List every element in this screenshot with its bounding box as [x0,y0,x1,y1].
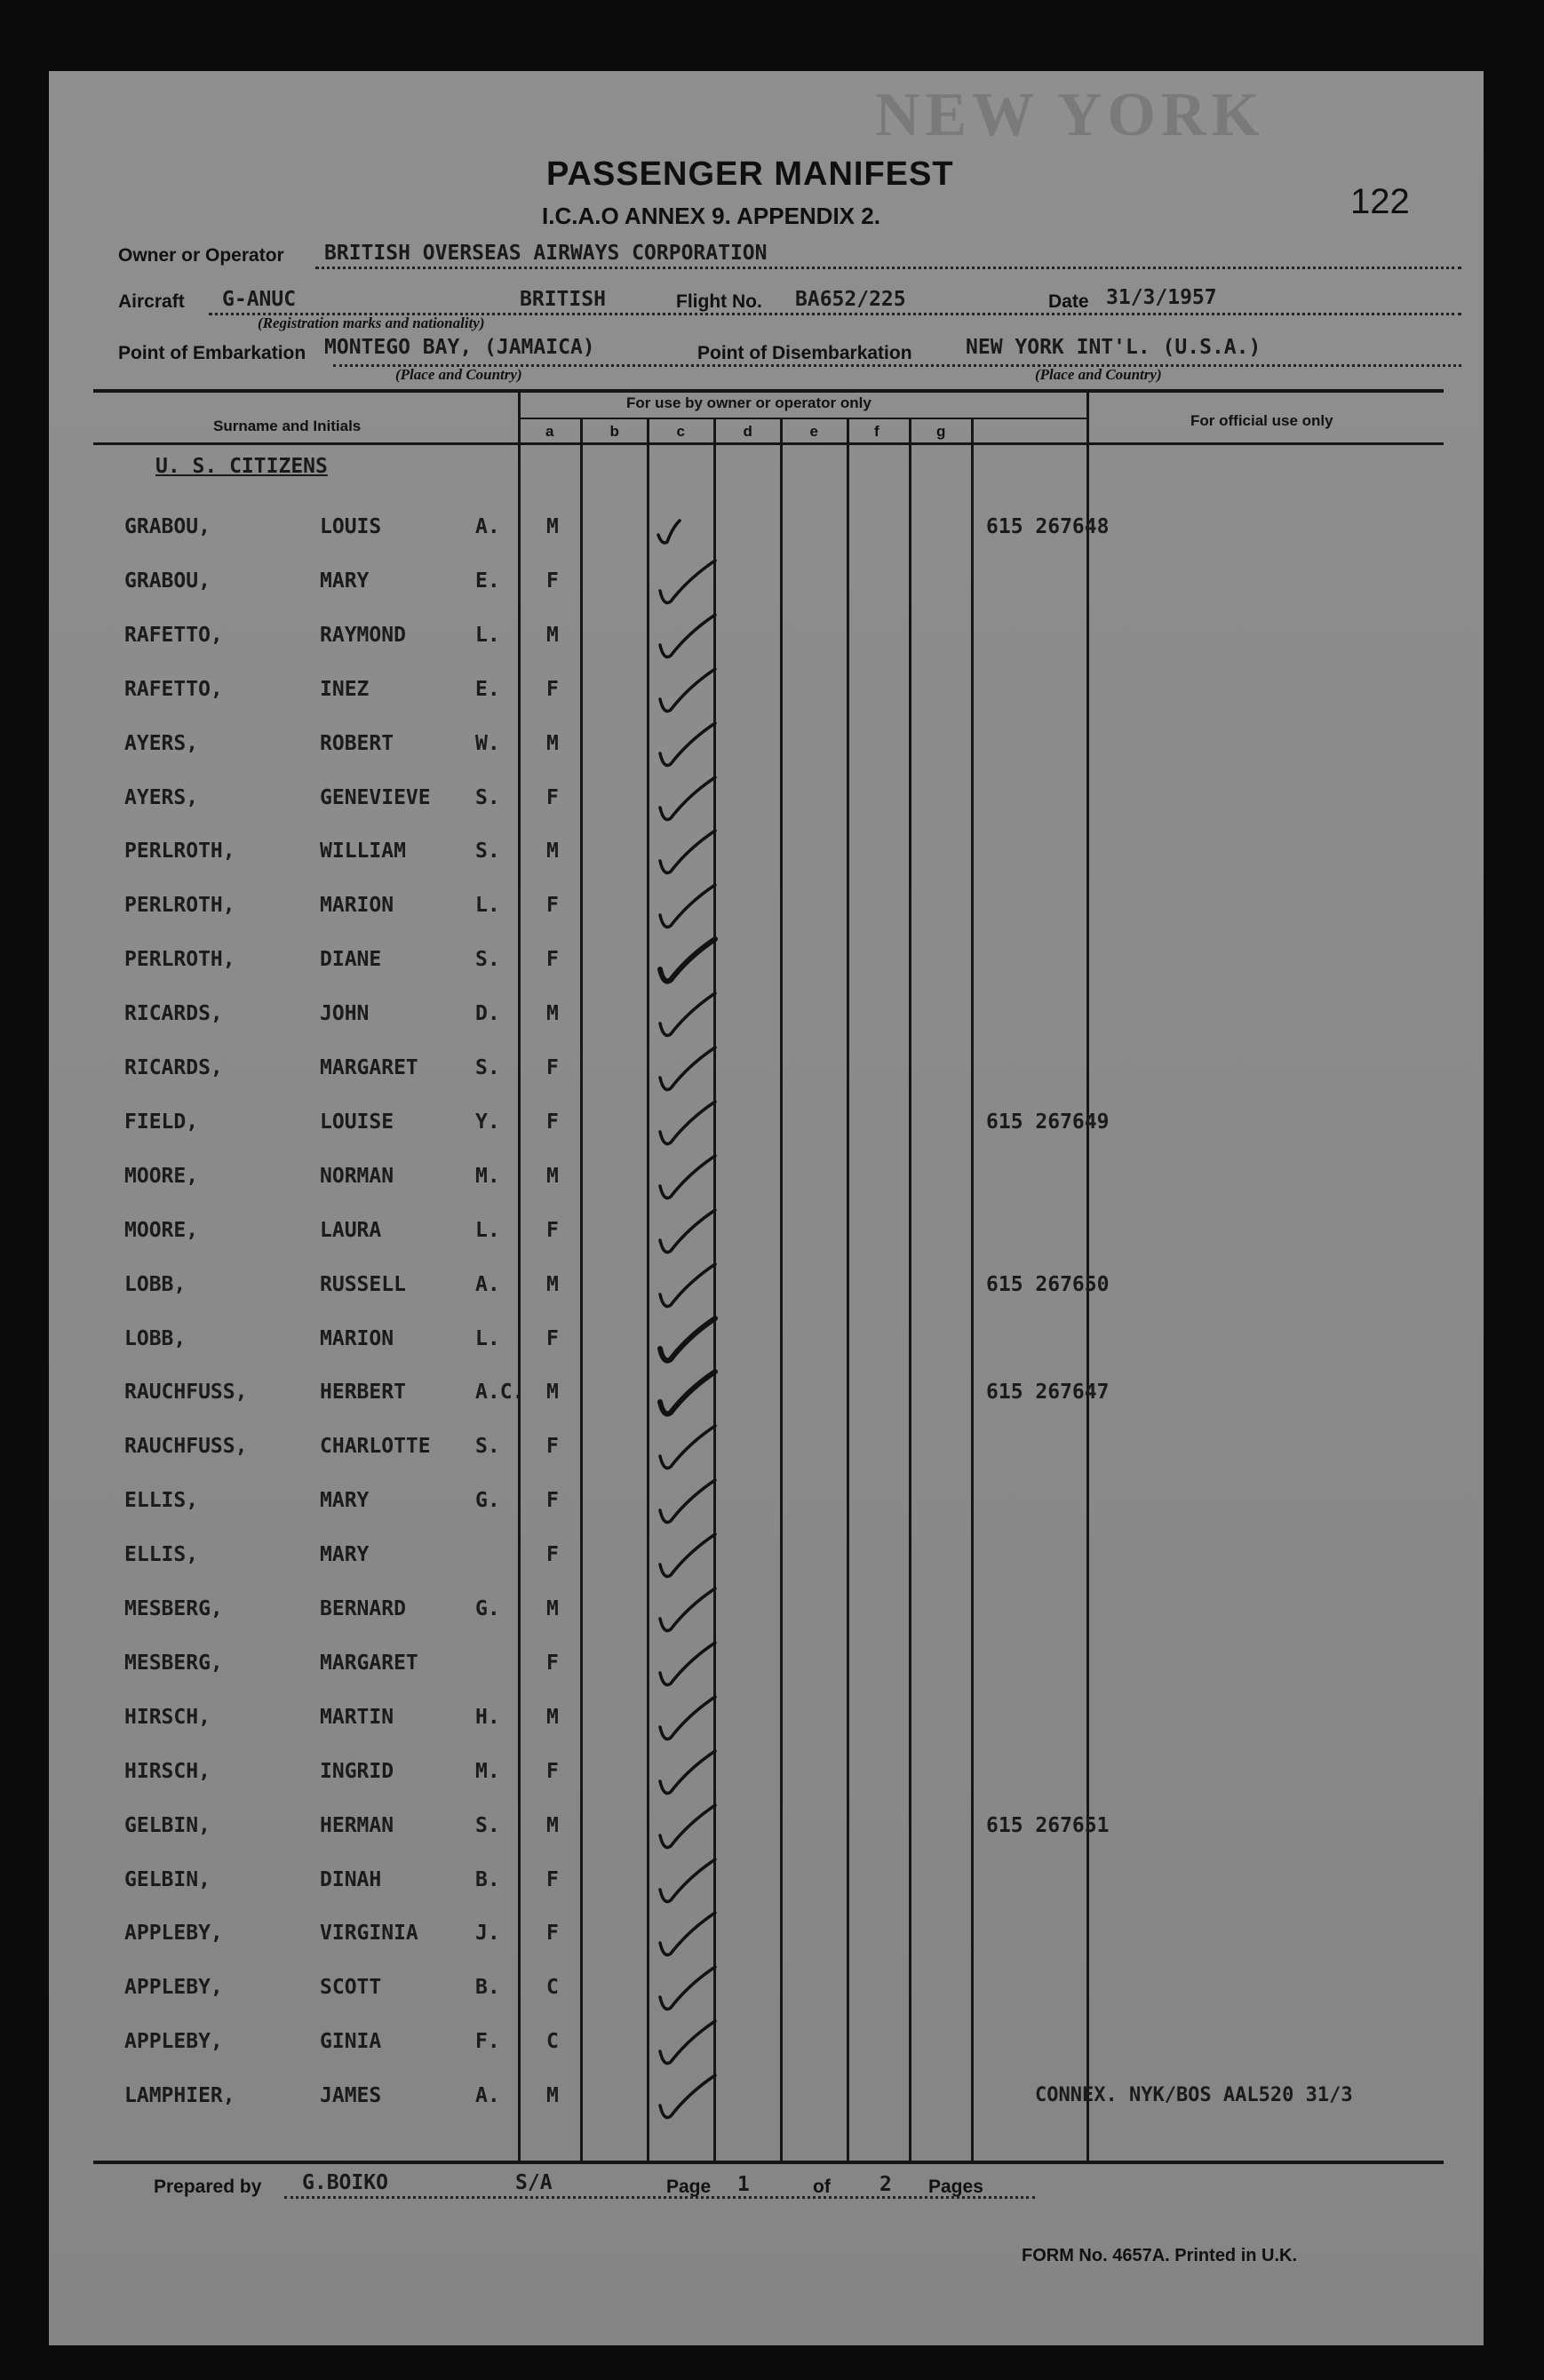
faded-stamp: NEW YORK [875,81,1265,149]
passenger-initial: E. [475,569,500,593]
page-label: Page [666,2177,712,2197]
check-mark-icon [653,555,724,617]
check-mark-icon [653,2070,724,2132]
passenger-sex: F [546,1326,559,1350]
passenger-initial: Y. [475,1110,500,1134]
passenger-initial: A. [475,515,500,538]
passenger-sex: M [546,731,559,755]
passenger-initial: E. [475,677,500,701]
check-mark-icon [653,934,724,996]
passenger-initial: M. [475,1759,500,1783]
passenger-first-name: MARION [320,1326,394,1350]
of-label: of [813,2177,831,2197]
disembarkation-value: NEW YORK INT'L. (U.S.A.) [966,336,1261,359]
aircraft-nationality: BRITISH [520,288,606,311]
page-value: 1 [737,2173,750,2196]
passenger-first-name: VIRGINIA [320,1922,418,1946]
official-note: 615 267647 [986,1381,1110,1405]
passenger-first-name: JOHN [320,1002,370,1026]
embarkation-value: MONTEGO BAY, (JAMAICA) [324,336,595,359]
owner-label: Owner or Operator [118,245,284,266]
passenger-initial: S. [475,1435,500,1459]
passenger-surname: LAMPHIER, [124,2084,235,2108]
passenger-sex: F [546,677,559,701]
check-mark-icon [653,1800,724,1862]
passenger-row [49,624,1484,677]
subcolumn-label: a [545,423,554,440]
passenger-sex: M [546,1002,559,1026]
passenger-sex: M [546,1597,559,1620]
official-note: 615 267649 [986,1110,1110,1134]
passenger-surname: AYERS, [124,785,199,809]
passenger-row [49,1489,1484,1542]
embarkation-caption: (Place and Country) [395,366,522,383]
passenger-first-name: DINAH [320,1867,382,1891]
passenger-row [49,786,1484,840]
passenger-surname: MESBERG, [124,1651,223,1675]
passenger-row [49,1056,1484,1110]
passenger-surname: ELLIS, [124,1543,199,1567]
passenger-first-name: NORMAN [320,1164,394,1188]
passenger-first-name: MARY [320,1543,370,1567]
passenger-first-name: MARGARET [320,1056,418,1079]
passenger-sex: F [546,948,559,972]
passenger-initial: A. [475,1272,500,1296]
check-mark-icon [653,2016,724,2078]
check-mark-icon [653,1150,724,1213]
passenger-surname: RICARDS, [124,1056,223,1079]
passenger-surname: HIRSCH, [124,1759,211,1783]
document-title: PASSENGER MANIFEST [546,155,954,193]
subcolumn-label: c [676,423,685,440]
document-subtitle: I.C.A.O ANNEX 9. APPENDIX 2. [542,203,880,229]
manifest-page [49,71,1484,2345]
passenger-surname: PERLROTH, [124,948,235,972]
passenger-row [49,1868,1484,1922]
prepared-by-value: G.BOIKO [302,2171,388,2194]
passenger-surname: RAFETTO, [124,623,223,647]
passenger-sex: M [546,1813,559,1837]
passenger-row [49,1922,1484,1975]
passenger-sex: F [546,1056,559,1079]
subcolumn-label: b [609,423,619,440]
passenger-surname: LOBB, [124,1326,187,1350]
passenger-initial: L. [475,623,500,647]
passenger-sex: F [546,1489,559,1513]
official-note: 615 267651 [986,1813,1110,1837]
passenger-row [49,569,1484,623]
passenger-sex: F [546,1651,559,1675]
check-mark-icon [653,988,724,1050]
passenger-sex: M [546,2084,559,2108]
passenger-sex: F [546,894,559,918]
passenger-surname: GRABOU, [124,569,211,593]
passenger-sex: F [546,785,559,809]
passenger-row [49,2084,1484,2137]
passenger-initial: G. [475,1489,500,1513]
prepared-by-label: Prepared by [154,2177,262,2197]
passenger-row [49,1976,1484,2029]
subcolumn-label: d [743,423,752,440]
passenger-sex: C [546,2030,559,2054]
check-mark-icon [653,1854,724,1916]
check-mark-icon [653,664,724,726]
prepared-by-suffix: S/A [515,2171,553,2194]
passenger-row [49,1435,1484,1488]
passenger-surname: PERLROTH, [124,894,235,918]
subcolumn-label: f [874,423,879,440]
passenger-surname: FIELD, [124,1110,199,1134]
check-mark-icon [653,1962,724,2024]
passenger-first-name: ROBERT [320,731,394,755]
passenger-surname: AYERS, [124,731,199,755]
passenger-first-name: LOUIS [320,515,382,538]
passenger-row [49,1002,1484,1055]
passenger-row [49,2030,1484,2083]
passenger-initial: G. [475,1597,500,1620]
passenger-initial: D. [475,1002,500,1026]
passenger-row [49,840,1484,893]
passenger-first-name: BERNARD [320,1597,406,1620]
passenger-sex: M [546,1272,559,1296]
passenger-row [49,1706,1484,1759]
passenger-surname: GELBIN, [124,1813,211,1837]
check-mark-icon [653,1637,724,1699]
passenger-surname: RICARDS, [124,1002,223,1026]
passenger-first-name: INEZ [320,677,370,701]
passenger-initial: S. [475,840,500,864]
check-mark-icon [653,1691,724,1754]
passenger-first-name: MARGARET [320,1651,418,1675]
passenger-row [49,1110,1484,1164]
page-number-annotation: 122 [1350,182,1410,221]
passenger-initial: L. [475,894,500,918]
passenger-surname: GELBIN, [124,1867,211,1891]
passenger-surname: GRABOU, [124,515,211,538]
passenger-sex: M [546,623,559,647]
passenger-sex: M [546,1381,559,1405]
passenger-surname: HIRSCH, [124,1705,211,1729]
passenger-surname: ELLIS, [124,1489,199,1513]
check-mark-icon [653,609,724,672]
passenger-row [49,1219,1484,1272]
passenger-row [49,1165,1484,1218]
passenger-surname: RAUCHFUSS, [124,1435,248,1459]
passenger-first-name: MARION [320,894,394,918]
passenger-first-name: GINIA [320,2030,382,2054]
passenger-surname: APPLEBY, [124,2030,223,2054]
passenger-first-name: LOUISE [320,1110,394,1134]
disembarkation-caption: (Place and Country) [1035,366,1162,383]
passenger-first-name: INGRID [320,1759,394,1783]
passenger-row [49,1327,1484,1381]
passenger-initial: B. [475,1976,500,2000]
passenger-sex: F [546,1218,559,1242]
passenger-first-name: DIANE [320,948,382,972]
embarkation-label: Point of Embarkation [118,343,306,363]
passenger-first-name: HERMAN [320,1813,394,1837]
check-mark-icon [653,1042,724,1104]
check-mark-icon [653,501,724,563]
passenger-sex: M [546,1705,559,1729]
passenger-initial: H. [475,1705,500,1729]
check-mark-icon [653,1583,724,1645]
subcolumn-label: g [936,423,946,440]
check-mark-icon [653,1529,724,1591]
passenger-first-name: RAYMOND [320,623,406,647]
check-mark-icon [653,1366,724,1429]
form-number: FORM No. 4657A. Printed in U.K. [1022,2246,1298,2265]
passenger-surname: PERLROTH, [124,840,235,864]
owner-value: BRITISH OVERSEAS AIRWAYS CORPORATION [324,242,768,265]
passenger-first-name: GENEVIEVE [320,785,431,809]
passenger-initial: L. [475,1218,500,1242]
flight-value: BA652/225 [795,288,906,311]
passenger-initial: S. [475,1056,500,1079]
passenger-initial: A.C. [475,1381,525,1405]
passenger-row [49,1760,1484,1813]
passenger-first-name: SCOTT [320,1976,382,2000]
section-heading: U. S. CITIZENS [155,455,328,478]
passenger-sex: M [546,840,559,864]
check-mark-icon [653,1259,724,1321]
passenger-initial: W. [475,731,500,755]
passenger-initial: S. [475,785,500,809]
official-note: 615 267648 [986,515,1110,538]
passenger-sex: F [546,1759,559,1783]
passenger-row [49,1543,1484,1596]
passenger-sex: F [546,1543,559,1567]
passenger-surname: LOBB, [124,1272,187,1296]
pages-label: Pages [928,2177,983,2197]
check-mark-icon [653,1205,724,1267]
col-header-name: Surname and Initials [213,418,362,434]
passenger-sex: C [546,1976,559,2000]
passenger-initial: B. [475,1867,500,1891]
registration-caption: (Registration marks and nationality) [258,314,485,331]
check-mark-icon [653,1313,724,1375]
passenger-initial: S. [475,1813,500,1837]
passenger-first-name: MARY [320,1489,370,1513]
passenger-row [49,732,1484,785]
passenger-row [49,894,1484,947]
check-mark-icon [653,1475,724,1537]
check-mark-icon [653,1421,724,1483]
subcolumn-label: e [809,423,818,440]
passenger-initial: S. [475,948,500,972]
passenger-sex: F [546,1867,559,1891]
passenger-surname: APPLEBY, [124,1922,223,1946]
check-mark-icon [653,1746,724,1808]
passenger-sex: F [546,569,559,593]
check-mark-icon [653,718,724,780]
passenger-first-name: MARTIN [320,1705,394,1729]
passenger-surname: RAFETTO, [124,677,223,701]
passenger-first-name: MARY [320,569,370,593]
passenger-surname: MESBERG, [124,1597,223,1620]
flight-label: Flight No. [676,291,762,312]
passenger-sex: F [546,1922,559,1946]
passenger-first-name: RUSSELL [320,1272,406,1296]
passenger-initial: J. [475,1922,500,1946]
check-mark-icon [653,1096,724,1158]
check-mark-icon [653,1907,724,1970]
passenger-initial: L. [475,1326,500,1350]
passenger-first-name: HERBERT [320,1381,406,1405]
passenger-row [49,515,1484,569]
passenger-row [49,948,1484,1001]
aircraft-label: Aircraft [118,291,185,312]
date-label: Date [1048,291,1089,312]
aircraft-value: G-ANUC [222,288,297,311]
passenger-initial: A. [475,2084,500,2108]
passenger-first-name: CHARLOTTE [320,1435,431,1459]
passenger-surname: MOORE, [124,1218,199,1242]
col-header-official: For official use only [1190,412,1333,429]
official-note: CONNEX. NYK/BOS AAL520 31/3 [1035,2084,1353,2107]
check-mark-icon [653,825,724,888]
check-mark-icon [653,880,724,942]
disembarkation-label: Point of Disembarkation [697,343,912,363]
passenger-sex: F [546,1110,559,1134]
passenger-first-name: WILLIAM [320,840,406,864]
passenger-surname: MOORE, [124,1164,199,1188]
passenger-first-name: LAURA [320,1218,382,1242]
passenger-row [49,1597,1484,1651]
passenger-row [49,1652,1484,1705]
passenger-surname: APPLEBY, [124,1976,223,2000]
official-note: 615 267650 [986,1272,1110,1296]
passenger-sex: M [546,515,559,538]
date-value: 31/3/1957 [1106,286,1217,309]
passenger-row [49,1273,1484,1326]
passenger-sex: M [546,1164,559,1188]
passenger-initial: M. [475,1164,500,1188]
check-mark-icon [653,772,724,834]
passenger-sex: F [546,1435,559,1459]
passenger-initial: F. [475,2030,500,2054]
passenger-row [49,1381,1484,1434]
passenger-row [49,1814,1484,1867]
passenger-row [49,678,1484,731]
col-header-owner: For use by owner or operator only [626,394,871,411]
passenger-surname: RAUCHFUSS, [124,1381,248,1405]
of-value: 2 [879,2173,892,2196]
passenger-first-name: JAMES [320,2084,382,2108]
